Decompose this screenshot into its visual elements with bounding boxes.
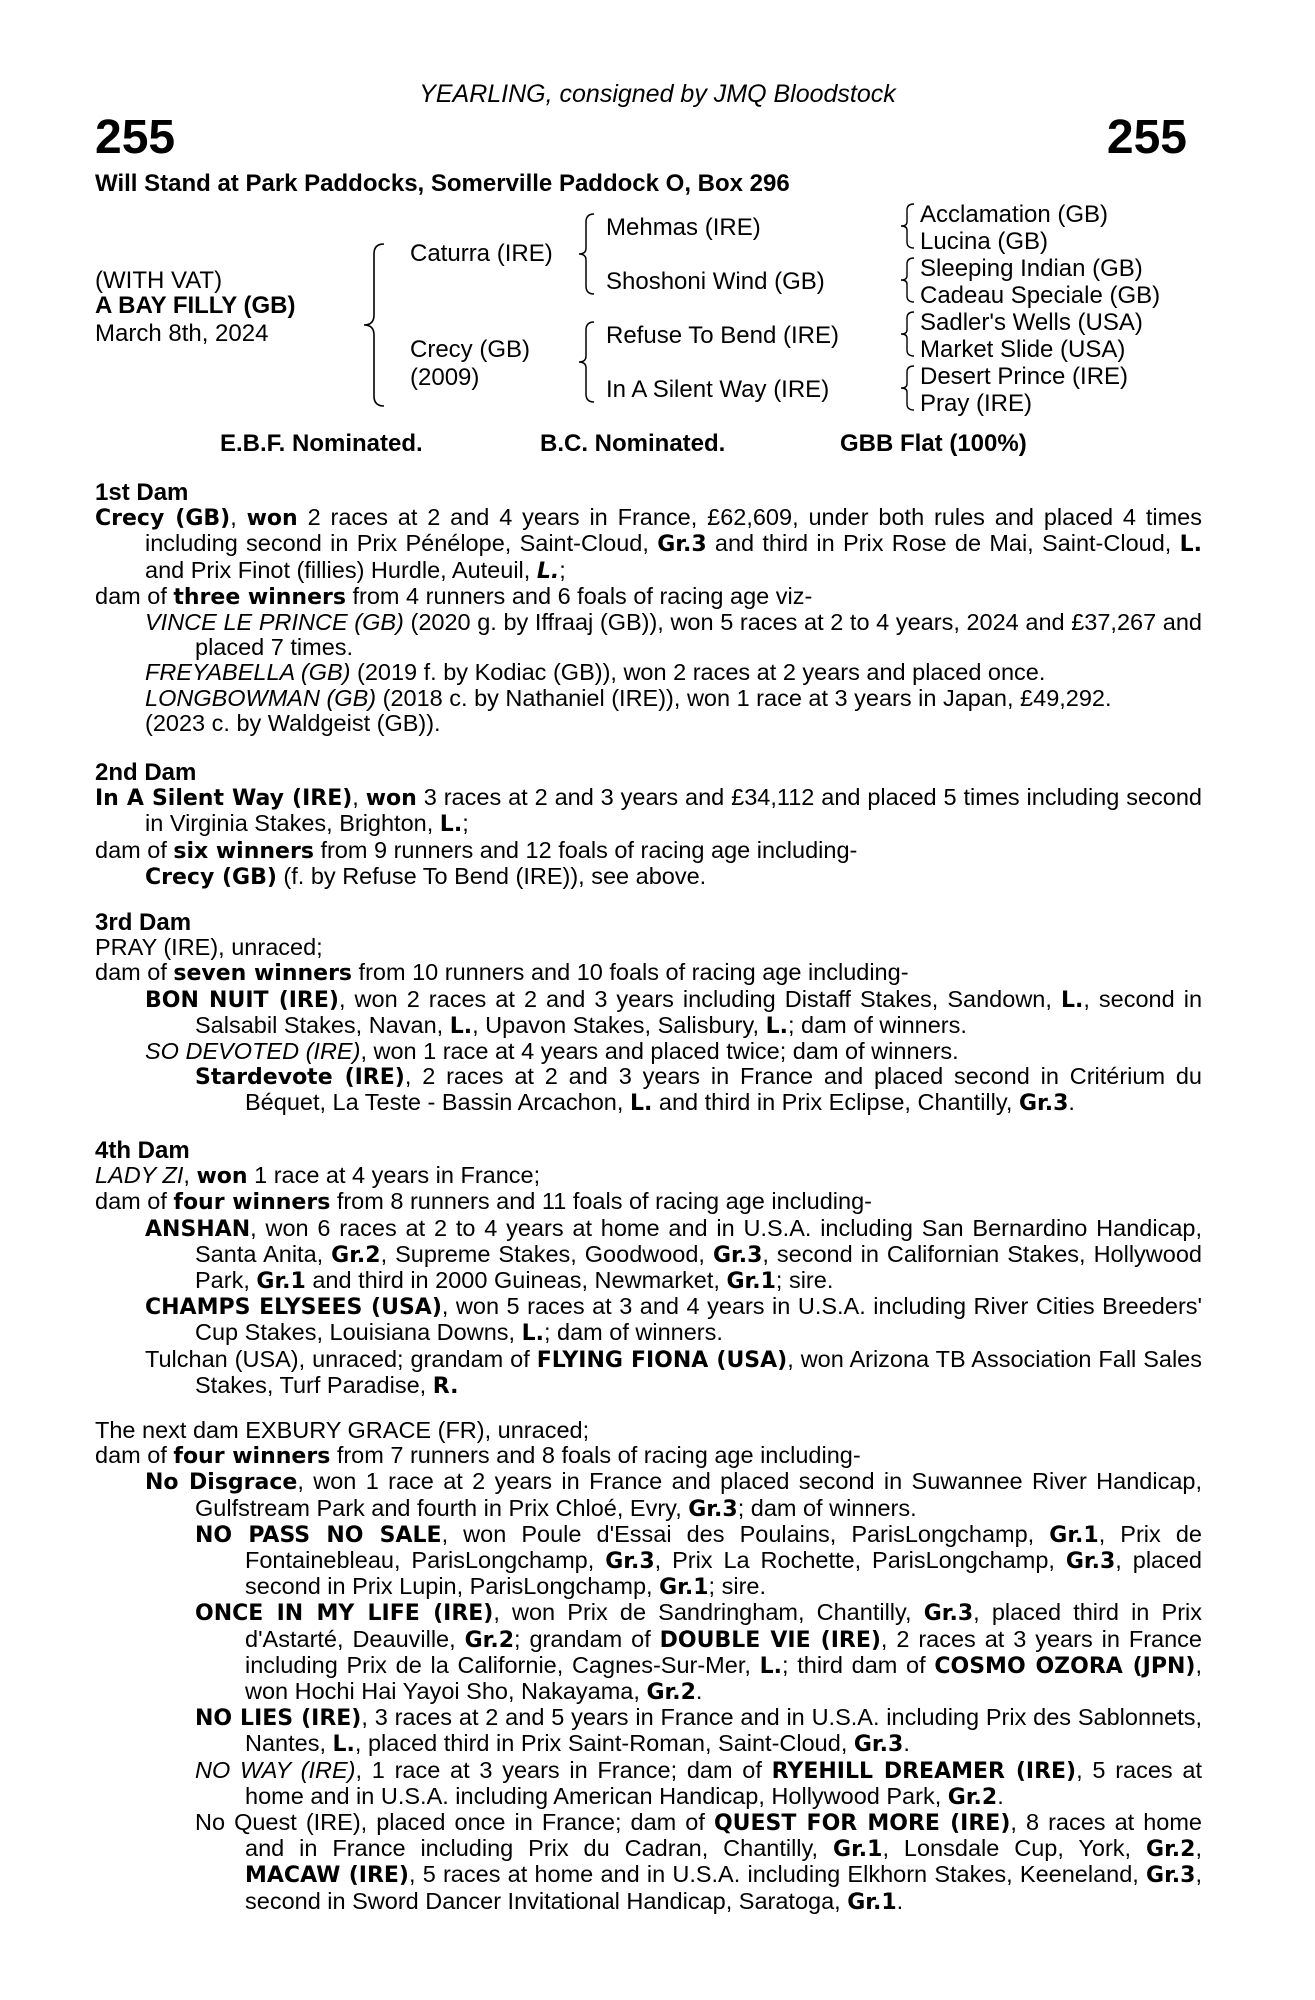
- main-bracket-line: [364, 244, 384, 406]
- main-bracket: [360, 240, 400, 410]
- sire-bracket-line: [579, 214, 594, 294]
- gen3-8: Pray (IRE): [920, 390, 1033, 417]
- produce-entry: Tulchan (USA), unraced; grandam of FLYING FIONA (USA), won Arizona TB Association Fall Sales Stakes, Turf Paradise, R.: [145, 1345, 1202, 1399]
- second-dam-section: [95, 760, 1202, 890]
- produce-summary: dam of four winners from 8 runners and 11 foals of racing age including-: [95, 1188, 872, 1216]
- produce-entry: VINCE LE PRINCE (GB) (2020 g. by Iffraaj (GB)), won 5 races at 2 to 4 years, 2024 and £37,267 and placed 7 times.: [145, 609, 1203, 661]
- produce-summary: dam of seven winners from 10 runners and 10 foals of racing age including-: [95, 959, 909, 987]
- gen2-4: In A Silent Way (IRE): [606, 376, 830, 403]
- produce-summary: dam of three winners from 4 runners and 6 foals of racing age viz-: [95, 582, 813, 610]
- foaling-date: March 8th, 2024: [95, 320, 269, 347]
- produce-entry: (2023 c. by Waldgeist (GB)).: [145, 709, 441, 736]
- produce-entry: ANSHAN, won 6 races at 2 to 4 years at home and in U.S.A. including San Bernardino Handicap, Santa Anita, Gr.2, Supreme Stakes, Goodwood, Gr.3, second in Californian Stakes, Hollywood Park, Gr.1 and third in 2000 Guineas, Newmarket, Gr.1; sire.: [145, 1214, 1202, 1295]
- gen3-4: Cadeau Speciale (GB): [920, 282, 1161, 309]
- produce-entry: No Disgrace, won 1 race at 2 years in France and placed second in Suwannee River Handicap, Gulfstream Park and fourth in Prix Chloé, Evry, Gr.3; dam of winners.: [145, 1468, 1202, 1522]
- catalogue-header: YEARLING, consigned by JMQ Bloodstock: [419, 80, 896, 108]
- dam-record: LADY ZI, won 1 race at 4 years in France;: [95, 1162, 541, 1190]
- produce-summary: dam of four winners from 7 runners and 8 foals of racing age including-: [95, 1442, 861, 1470]
- lot-number-right: 255: [1106, 111, 1187, 164]
- produce-entry: ONCE IN MY LIFE (IRE), won Prix de Sandringham, Chantilly, Gr.3, placed third in Prix d'Astarté, Deauville, Gr.2; grandam of DOUBLE VIE (IRE), 2 races at 3 years in France including Prix de la Californie, Cagnes-Sur-Mer, L.; third dam of COSMO OZORA (JPN), won Hochi Hai Yayoi Sho, Nakayama, Gr.2.: [195, 1599, 1202, 1706]
- gen3-bracket-3: [898, 310, 918, 358]
- gen2-3: Refuse To Bend (IRE): [606, 322, 840, 349]
- produce-entry: CHAMPS ELYSEES (USA), won 5 races at 3 and 4 years in U.S.A. including River Cities Breeders' Cup Stakes, Louisiana Downs, L.; dam of winners.: [145, 1293, 1203, 1347]
- dam-record: The next dam EXBURY GRACE (FR), unraced;: [95, 1417, 590, 1443]
- dam-bracket: [576, 320, 600, 404]
- bc-nomination: B.C. Nominated.: [540, 430, 726, 457]
- gen3-bracket-1: [898, 202, 918, 250]
- gen2-2: Shoshoni Wind (GB): [606, 268, 825, 295]
- dam-record: Crecy (GB), won 2 races at 2 and 4 years in France, £62,609, under both rules and placed 4 times including second in Prix Pénélope, Saint-Cloud, Gr.3 and third in Prix Rose de Mai, Saint-Cloud, L. and Prix Finot (fillies) Hurdle, Auteuil, L.;: [95, 504, 1202, 584]
- lot-number-left: 255: [95, 111, 176, 164]
- gen3-6: Market Slide (USA): [920, 336, 1126, 363]
- gbb-flat: GBB Flat (100%): [840, 430, 1027, 457]
- produce-entry: SO DEVOTED (IRE), won 1 race at 4 years and placed twice; dam of winners.: [145, 1038, 959, 1065]
- dam-bracket-line: [579, 322, 594, 402]
- dam-record: In A Silent Way (IRE), won 3 races at 2 and 3 years and £34,112 and placed 5 times including second in Virginia Stakes, Brighton, L.;: [95, 784, 1202, 838]
- section-title: 1st Dam: [95, 479, 189, 506]
- dam-record: PRAY (IRE), unraced;: [95, 934, 323, 961]
- third-dam-section: [95, 910, 1202, 1117]
- gen3-5: Sadler's Wells (USA): [920, 309, 1143, 336]
- produce-entry: BON NUIT (IRE), won 2 races at 2 and 3 years including Distaff Stakes, Sandown, L., second in Salsabil Stakes, Navan, L., Upavon Stakes, Salisbury, L.; dam of winners.: [145, 985, 1203, 1039]
- gen3-1: Acclamation (GB): [920, 201, 1109, 228]
- gen3-7: Desert Prince (IRE): [920, 363, 1129, 390]
- stand-location: Will Stand at Park Paddocks, Somerville Paddock O, Box 296: [95, 170, 790, 197]
- produce-entry: NO PASS NO SALE, won Poule d'Essai des Poulains, ParisLongchamp, Gr.1, Prix de Fontainebleau, ParisLongchamp, Gr.3, Prix La Rochette, ParisLongchamp, Gr.3, placed second in Prix Lupin, ParisLongchamp, Gr.1; sire.: [195, 1520, 1202, 1601]
- produce-entry: FREYABELLA (GB) (2019 f. by Kodiac (GB)), won 2 races at 2 years and placed once.: [145, 659, 1046, 686]
- horse-name: A BAY FILLY (GB): [95, 292, 296, 319]
- section-title: 3rd Dam: [95, 909, 192, 936]
- produce-entry: No Quest (IRE), placed once in France; dam of QUEST FOR MORE (IRE), 8 races at home and in France including Prix du Cadran, Chantilly, Gr.1, Lonsdale Cup, York, Gr.2, MACAW (IRE), 5 races at home and in U.S.A. including Elkhorn Stakes, Keeneland, Gr.3, second in Sword Dancer Invitational Handicap, Saratoga, Gr.1.: [195, 1809, 1202, 1915]
- section-title: 4th Dam: [95, 1137, 190, 1164]
- produce-entry: NO LIES (IRE), 3 races at 2 and 5 years in France and in U.S.A. including Prix des Sablonnets, Nantes, L., placed third in Prix Saint-Roman, Saint-Cloud, Gr.3.: [195, 1704, 1202, 1758]
- gen3-bracket-2: [898, 256, 918, 304]
- dam-year: (2009): [410, 364, 480, 391]
- produce-entry: Crecy (GB) (f. by Refuse To Bend (IRE)), see above.: [145, 862, 707, 890]
- first-dam-section: [95, 480, 1202, 736]
- ebf-nomination: E.B.F. Nominated.: [220, 430, 423, 457]
- fourth-dam-section: [95, 1138, 1202, 1399]
- produce-summary: dam of six winners from 9 runners and 12 foals of racing age including-: [95, 836, 858, 864]
- gen3-3: Sleeping Indian (GB): [920, 255, 1143, 282]
- dam-name: Crecy (GB): [410, 336, 530, 363]
- produce-entry: LONGBOWMAN (GB) (2018 c. by Nathaniel (IRE)), won 1 race at 3 years in Japan, £49,292.: [145, 684, 1112, 711]
- next-dam-section: [95, 1418, 1202, 1915]
- sire-bracket: [576, 212, 600, 296]
- gen3-2: Lucina (GB): [920, 228, 1049, 255]
- sire-name: Caturra (IRE): [410, 240, 553, 267]
- gen3-bracket-4: [898, 364, 918, 412]
- produce-entry: NO WAY (IRE), 1 race at 3 years in France; dam of RYEHILL DREAMER (IRE), 5 races at home and in U.S.A. including American Handicap, Hollywood Park, Gr.2.: [195, 1756, 1203, 1810]
- section-title: 2nd Dam: [95, 759, 197, 786]
- gen2-1: Mehmas (IRE): [606, 214, 761, 241]
- produce-entry: Stardevote (IRE), 2 races at 2 and 3 years in France and placed second in Critérium du Béquet, La Teste - Bassin Arcachon, L. and third in Prix Eclipse, Chantilly, Gr.3.: [195, 1063, 1202, 1117]
- vat-note: (WITH VAT): [95, 267, 223, 294]
